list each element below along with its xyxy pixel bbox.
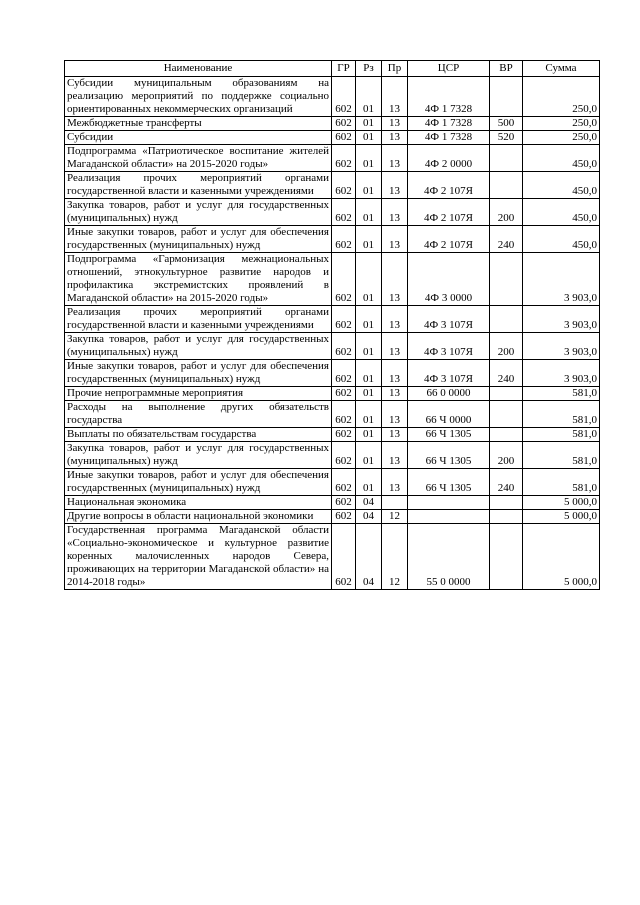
cell-gr: 602 xyxy=(332,360,356,387)
cell-name: Государственная программа Магаданской области «Социально-экономическое и культурное развитие коренных малочисленных народов Севера, проживающих на территории Магаданской области» на 2014-2018 годы» xyxy=(65,524,332,590)
col-header-rz: Рз xyxy=(356,61,382,77)
cell-vr: 200 xyxy=(490,199,523,226)
cell-name: Выплаты по обязательствам государства xyxy=(65,428,332,442)
cell-sum: 581,0 xyxy=(523,428,600,442)
cell-pr: 13 xyxy=(382,469,408,496)
cell-name: Межбюджетные трансферты xyxy=(65,117,332,131)
table-row xyxy=(65,387,600,401)
cell-csr: 55 0 0000 xyxy=(408,524,490,590)
cell-vr: 520 xyxy=(490,131,523,145)
cell-pr: 13 xyxy=(382,387,408,401)
cell-gr: 602 xyxy=(332,117,356,131)
cell-pr: 13 xyxy=(382,145,408,172)
cell-csr: 4Ф 3 107Я xyxy=(408,333,490,360)
cell-rz: 01 xyxy=(356,172,382,199)
cell-rz: 01 xyxy=(356,428,382,442)
cell-rz: 01 xyxy=(356,469,382,496)
cell-csr: 4Ф 2 107Я xyxy=(408,172,490,199)
table-row xyxy=(65,172,600,199)
cell-csr: 66 Ч 1305 xyxy=(408,469,490,496)
cell-pr: 12 xyxy=(382,524,408,590)
table-row xyxy=(65,469,600,496)
cell-rz: 04 xyxy=(356,496,382,510)
cell-name: Иные закупки товаров, работ и услуг для обеспечения государственных (муниципальных) нужд xyxy=(65,469,332,496)
cell-csr: 4Ф 2 0000 xyxy=(408,145,490,172)
cell-gr: 602 xyxy=(332,172,356,199)
cell-vr: 240 xyxy=(490,226,523,253)
table-row xyxy=(65,496,600,510)
cell-sum: 450,0 xyxy=(523,145,600,172)
cell-pr: 13 xyxy=(382,117,408,131)
cell-csr xyxy=(408,496,490,510)
cell-pr: 13 xyxy=(382,77,408,117)
cell-sum: 250,0 xyxy=(523,77,600,117)
cell-sum: 581,0 xyxy=(523,442,600,469)
cell-vr xyxy=(490,77,523,117)
cell-csr: 4Ф 1 7328 xyxy=(408,131,490,145)
budget-table xyxy=(64,60,600,590)
cell-name: Закупка товаров, работ и услуг для государственных (муниципальных) нужд xyxy=(65,333,332,360)
cell-name: Закупка товаров, работ и услуг для государственных (муниципальных) нужд xyxy=(65,199,332,226)
table-row xyxy=(65,253,600,306)
cell-gr: 602 xyxy=(332,496,356,510)
cell-rz: 01 xyxy=(356,442,382,469)
table-row xyxy=(65,117,600,131)
cell-sum: 3 903,0 xyxy=(523,333,600,360)
cell-rz: 01 xyxy=(356,145,382,172)
cell-csr: 4Ф 1 7328 xyxy=(408,77,490,117)
cell-gr: 602 xyxy=(332,524,356,590)
cell-vr: 240 xyxy=(490,469,523,496)
table-row xyxy=(65,401,600,428)
table-row xyxy=(65,510,600,524)
cell-sum: 3 903,0 xyxy=(523,253,600,306)
cell-rz: 01 xyxy=(356,387,382,401)
table-row xyxy=(65,524,600,590)
cell-name: Национальная экономика xyxy=(65,496,332,510)
cell-gr: 602 xyxy=(332,226,356,253)
cell-gr: 602 xyxy=(332,428,356,442)
cell-rz: 01 xyxy=(356,77,382,117)
table-header-row xyxy=(65,61,600,77)
cell-pr: 13 xyxy=(382,226,408,253)
cell-name: Иные закупки товаров, работ и услуг для обеспечения государственных (муниципальных) нужд xyxy=(65,360,332,387)
table-row xyxy=(65,77,600,117)
cell-rz: 01 xyxy=(356,360,382,387)
cell-gr: 602 xyxy=(332,199,356,226)
cell-sum: 5 000,0 xyxy=(523,496,600,510)
cell-pr xyxy=(382,496,408,510)
cell-sum: 581,0 xyxy=(523,401,600,428)
cell-vr xyxy=(490,428,523,442)
cell-csr: 66 Ч 1305 xyxy=(408,442,490,469)
cell-rz: 01 xyxy=(356,226,382,253)
table-row xyxy=(65,131,600,145)
cell-rz: 04 xyxy=(356,510,382,524)
cell-vr xyxy=(490,253,523,306)
cell-csr: 4Ф 3 0000 xyxy=(408,253,490,306)
cell-vr: 200 xyxy=(490,333,523,360)
cell-pr: 12 xyxy=(382,510,408,524)
cell-rz: 01 xyxy=(356,253,382,306)
table-row xyxy=(65,226,600,253)
cell-name: Подпрограмма «Патриотическое воспитание жителей Магаданской области» на 2015-2020 годы» xyxy=(65,145,332,172)
cell-pr: 13 xyxy=(382,199,408,226)
col-header-sum: Сумма xyxy=(523,61,600,77)
cell-name: Подпрограмма «Гармонизация межнациональных отношений, этнокультурное развитие народов и профилактика экстремистских проявлений в Магаданской области» на 2015-2020 годы» xyxy=(65,253,332,306)
cell-pr: 13 xyxy=(382,442,408,469)
cell-rz: 01 xyxy=(356,401,382,428)
table-row xyxy=(65,145,600,172)
cell-sum: 5 000,0 xyxy=(523,524,600,590)
cell-vr: 500 xyxy=(490,117,523,131)
cell-csr: 4Ф 2 107Я xyxy=(408,199,490,226)
cell-gr: 602 xyxy=(332,333,356,360)
col-header-pr: Пр xyxy=(382,61,408,77)
cell-rz: 01 xyxy=(356,333,382,360)
cell-pr: 13 xyxy=(382,401,408,428)
cell-csr: 66 0 0000 xyxy=(408,387,490,401)
cell-sum: 5 000,0 xyxy=(523,510,600,524)
cell-vr xyxy=(490,387,523,401)
col-header-gr: ГР xyxy=(332,61,356,77)
cell-sum: 581,0 xyxy=(523,387,600,401)
cell-gr: 602 xyxy=(332,131,356,145)
cell-sum: 581,0 xyxy=(523,469,600,496)
cell-rz: 01 xyxy=(356,131,382,145)
cell-vr xyxy=(490,524,523,590)
cell-gr: 602 xyxy=(332,469,356,496)
cell-sum: 250,0 xyxy=(523,117,600,131)
table-row xyxy=(65,360,600,387)
cell-rz: 04 xyxy=(356,524,382,590)
cell-vr: 200 xyxy=(490,442,523,469)
cell-pr: 13 xyxy=(382,428,408,442)
cell-sum: 450,0 xyxy=(523,199,600,226)
cell-rz: 01 xyxy=(356,117,382,131)
cell-gr: 602 xyxy=(332,306,356,333)
cell-pr: 13 xyxy=(382,172,408,199)
cell-rz: 01 xyxy=(356,199,382,226)
cell-name: Закупка товаров, работ и услуг для государственных (муниципальных) нужд xyxy=(65,442,332,469)
cell-name: Другие вопросы в области национальной экономики xyxy=(65,510,332,524)
cell-gr: 602 xyxy=(332,145,356,172)
cell-sum: 450,0 xyxy=(523,172,600,199)
cell-name: Реализация прочих мероприятий органами государственной власти и казенными учреждениями xyxy=(65,172,332,199)
cell-name: Субсидии муниципальным образованиям на реализацию мероприятий по поддержке социально ориентированных некоммерческих организаций xyxy=(65,77,332,117)
cell-csr: 66 Ч 0000 xyxy=(408,401,490,428)
col-header-name: Наименование xyxy=(65,61,332,77)
cell-gr: 602 xyxy=(332,401,356,428)
cell-name: Прочие непрограммные мероприятия xyxy=(65,387,332,401)
cell-gr: 602 xyxy=(332,253,356,306)
cell-pr: 13 xyxy=(382,360,408,387)
cell-csr: 4Ф 3 107Я xyxy=(408,360,490,387)
cell-csr xyxy=(408,510,490,524)
table-row xyxy=(65,428,600,442)
cell-vr xyxy=(490,145,523,172)
cell-vr: 240 xyxy=(490,360,523,387)
cell-pr: 13 xyxy=(382,131,408,145)
table-row xyxy=(65,442,600,469)
cell-name: Иные закупки товаров, работ и услуг для обеспечения государственных (муниципальных) нужд xyxy=(65,226,332,253)
cell-rz: 01 xyxy=(356,306,382,333)
cell-vr xyxy=(490,510,523,524)
cell-vr xyxy=(490,306,523,333)
cell-sum: 250,0 xyxy=(523,131,600,145)
cell-csr: 4Ф 1 7328 xyxy=(408,117,490,131)
cell-gr: 602 xyxy=(332,510,356,524)
cell-csr: 4Ф 3 107Я xyxy=(408,306,490,333)
cell-sum: 3 903,0 xyxy=(523,360,600,387)
cell-pr: 13 xyxy=(382,333,408,360)
cell-pr: 13 xyxy=(382,253,408,306)
cell-sum: 450,0 xyxy=(523,226,600,253)
cell-vr xyxy=(490,401,523,428)
cell-gr: 602 xyxy=(332,442,356,469)
table-row xyxy=(65,306,600,333)
cell-vr xyxy=(490,172,523,199)
cell-gr: 602 xyxy=(332,77,356,117)
cell-pr: 13 xyxy=(382,306,408,333)
cell-gr: 602 xyxy=(332,387,356,401)
col-header-csr: ЦСР xyxy=(408,61,490,77)
table-row xyxy=(65,199,600,226)
table-row xyxy=(65,333,600,360)
cell-name: Субсидии xyxy=(65,131,332,145)
cell-csr: 66 Ч 1305 xyxy=(408,428,490,442)
col-header-vr: ВР xyxy=(490,61,523,77)
cell-csr: 4Ф 2 107Я xyxy=(408,226,490,253)
cell-name: Реализация прочих мероприятий органами государственной власти и казенными учреждениями xyxy=(65,306,332,333)
cell-name: Расходы на выполнение других обязательств государства xyxy=(65,401,332,428)
cell-vr xyxy=(490,496,523,510)
cell-sum: 3 903,0 xyxy=(523,306,600,333)
